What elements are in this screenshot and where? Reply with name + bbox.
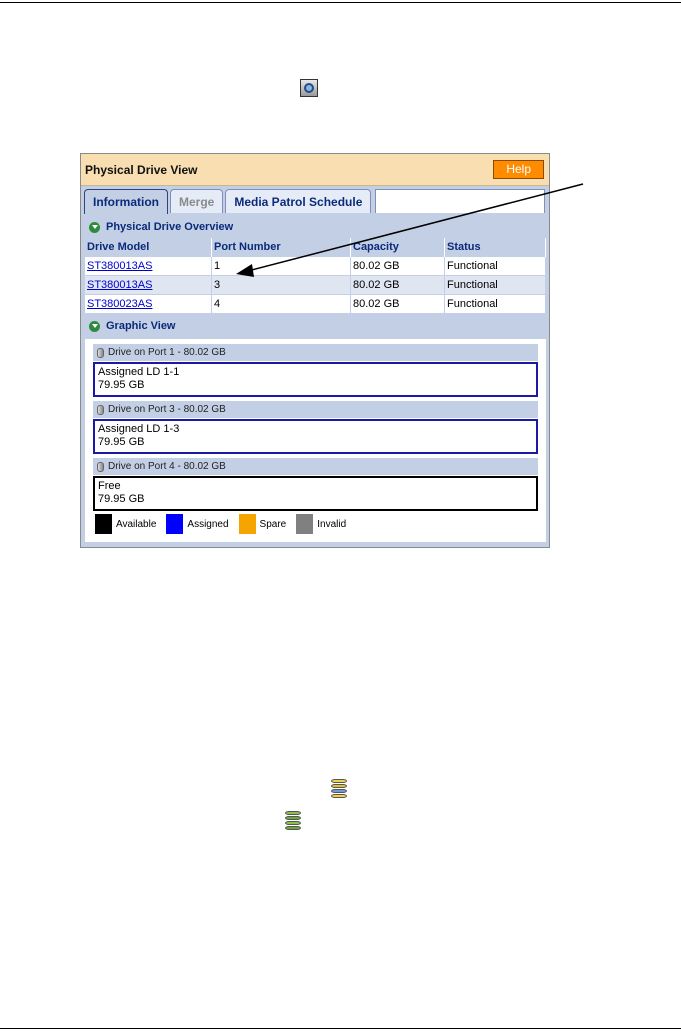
port-number-cell: 4 [212,295,351,314]
tab-merge[interactable]: Merge [170,189,223,213]
drive-model-link[interactable]: ST380013AS [87,260,153,272]
spare-drive-icon [285,811,301,831]
legend-label-available: Available [116,518,157,530]
capacity-cell: 80.02 GB [351,257,445,276]
drive-bar-label: Drive on Port 4 - 80.02 GB [108,461,226,472]
column-header-port-number: Port Number [212,238,351,257]
capacity-cell: 80.02 GB [351,295,445,314]
column-header-capacity: Capacity [351,238,445,257]
status-cell: Functional [445,295,546,314]
drive-model-link[interactable]: ST380023AS [87,298,153,310]
legend-label-assigned: Assigned [187,518,229,530]
ld-size: 79.95 GB [98,436,145,448]
drive-model-link[interactable]: ST380013AS [87,279,153,291]
free-size: 79.95 GB [98,493,145,505]
column-header-drive-model: Drive Model [85,238,212,257]
legend-label-spare: Spare [259,518,287,530]
drive-bar-label: Drive on Port 3 - 80.02 GB [108,404,226,415]
logical-drive-icon [331,779,347,799]
capacity-cell: 80.02 GB [351,276,445,295]
ld-name: Assigned LD 1-3 [98,423,180,435]
panel-title: Physical Drive View [85,162,198,177]
tab-information[interactable]: Information [84,189,168,214]
legend-label-invalid: Invalid [317,518,347,530]
drive-bar-label: Drive on Port 1 - 80.02 GB [108,347,226,358]
tab-media-patrol-schedule[interactable]: Media Patrol Schedule [225,189,371,213]
status-cell: Functional [445,257,546,276]
help-button[interactable]: Help [493,160,544,179]
section-title: Physical Drive Overview [106,221,234,233]
footer-rule [0,1028,681,1029]
port-number-cell: 3 [212,276,351,295]
ld-name: Assigned LD 1-1 [98,366,180,378]
status-cell: Functional [445,276,546,295]
free-label: Free [98,480,121,492]
column-header-status: Status [445,238,546,257]
section-title: Graphic View [106,320,176,332]
port-number-cell: 1 [212,257,351,276]
ld-size: 79.95 GB [98,379,145,391]
